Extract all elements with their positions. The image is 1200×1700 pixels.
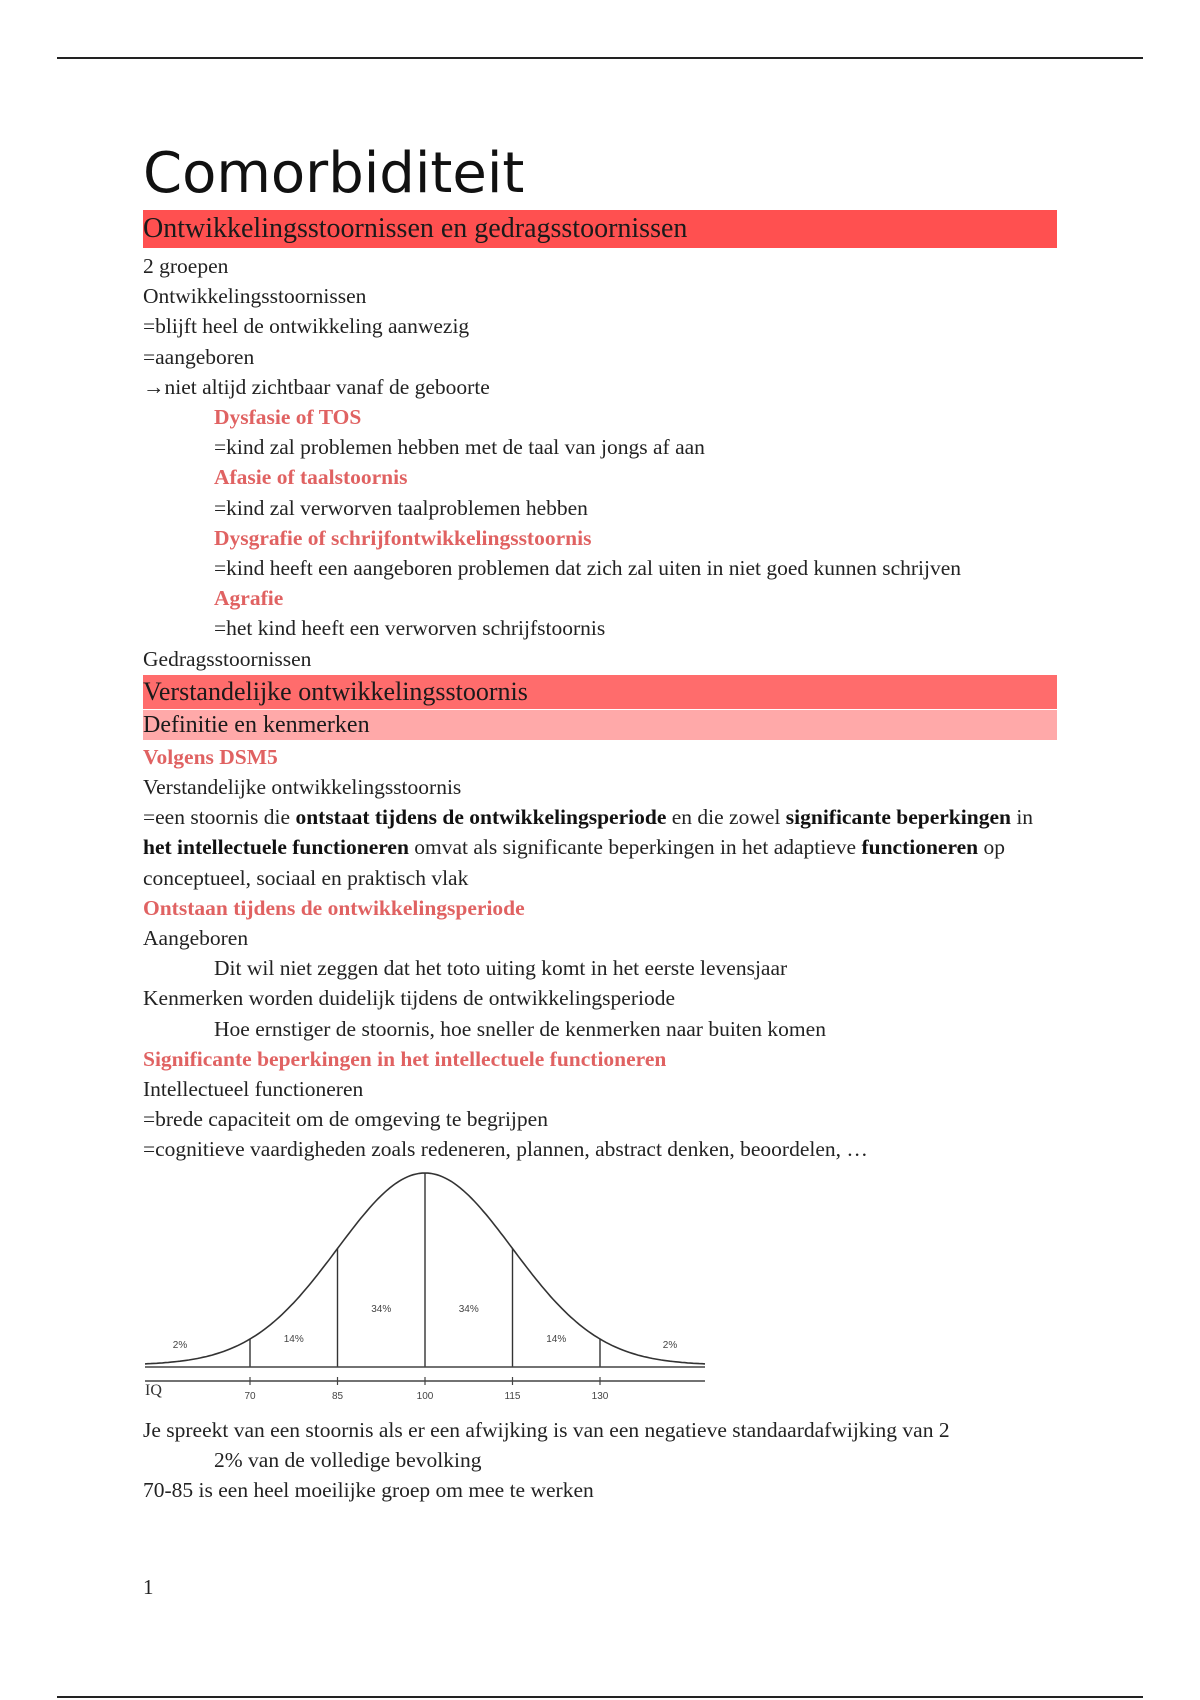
x-tick-label-100: 100	[416, 1390, 434, 1402]
section-heading-verstandelijke: Verstandelijke ontwikkelingsstoornis	[143, 675, 1057, 709]
def-bold-3: het intellectuele functioneren	[143, 835, 409, 860]
def-text-1: =een stoornis die	[143, 805, 296, 830]
def-text-2: en die zowel	[666, 805, 786, 830]
line-niet-altijd: →niet altijd zichtbaar vanaf de geboorte	[143, 374, 490, 399]
x-tick-label-130: 130	[591, 1390, 609, 1402]
iq-chart-svg	[143, 1165, 713, 1415]
subheading-agrafie: Agrafie	[214, 586, 284, 611]
def-text-4: omvat als significante beperkingen in het adaptieve	[408, 835, 862, 860]
def-bold-1: ontstaat tijdens de ontwikkelingsperiode	[295, 805, 667, 830]
page-title: Comorbiditeit	[143, 141, 525, 206]
subheading-significante: Significante beperkingen in het intellectuele functioneren	[143, 1046, 667, 1071]
line-gedragsstoornissen: Gedragsstoornissen	[143, 646, 312, 671]
line-brede-capaciteit: =brede capaciteit om de omgeving te begrijpen	[143, 1107, 548, 1132]
line-ontwikkelingsstoornissen: Ontwikkelingsstoornissen	[143, 284, 367, 309]
line-kenmerken: Kenmerken worden duidelijk tijdens de ontwikkelingsperiode	[143, 986, 675, 1011]
def-text-3: in	[1010, 805, 1034, 830]
region-label-1: 14%	[283, 1333, 304, 1345]
section-heading-definitie: Definitie en kenmerken	[143, 710, 1057, 740]
x-tick-label-70: 70	[244, 1390, 256, 1402]
line-dsm-term: Verstandelijke ontwikkelingsstoornis	[143, 775, 462, 800]
x-tick-label-115: 115	[504, 1390, 521, 1402]
line-groepen: 2 groepen	[143, 254, 229, 278]
region-label-4: 14%	[546, 1333, 567, 1345]
region-label-2: 34%	[371, 1303, 392, 1315]
def-bold-4: functioneren	[861, 835, 979, 860]
line-70-85: 70-85 is een heel moeilijke groep om mee te werken	[143, 1478, 594, 1503]
text-afasie: =kind zal verworven taalproblemen hebben	[214, 495, 588, 520]
subheading-ontstaan: Ontstaan tijdens de ontwikkelingsperiode	[143, 895, 525, 920]
region-label-0: 2%	[172, 1339, 188, 1351]
x-axis-label: IQ	[145, 1381, 162, 1399]
subheading-afasie: Afasie of taalstoornis	[214, 465, 408, 490]
line-kenmerken-sub: Hoe ernstiger de stoornis, hoe sneller de kenmerken naar buiten komen	[214, 1016, 826, 1041]
line-aangeboren-2: Aangeboren	[143, 926, 249, 951]
subheading-dysgrafie: Dysgrafie of schrijfontwikkelingsstoornis	[214, 525, 592, 550]
subheading-dsm5: Volgens DSM5	[143, 744, 278, 769]
document-body	[143, 140, 1057, 1505]
subheading-dysfasie: Dysfasie of TOS	[214, 405, 362, 430]
def-bold-2: significante beperkingen	[785, 805, 1011, 830]
line-cognitieve: =cognitieve vaardigheden zoals redeneren, plannen, abstract denken, beoordelen, …	[143, 1137, 868, 1162]
line-aangeboren-sub: Dit wil niet zeggen dat het toto uiting komt in het eerste levensjaar	[214, 956, 788, 981]
top-rule	[57, 57, 1143, 59]
line-bevolking: 2% van de volledige bevolking	[214, 1447, 482, 1472]
section-heading-ontwikkeling: Ontwikkelingsstoornissen en gedragsstoornissen	[143, 210, 1057, 248]
region-label-5: 2%	[662, 1339, 678, 1351]
def-text-5: op conceptueel, sociaal en praktisch vlak	[143, 835, 1005, 890]
text-dysgrafie: =kind heeft een aangeboren problemen dat zich zal uiten in niet goed kunnen schrijven	[214, 556, 962, 581]
bottom-rule	[57, 1696, 1143, 1698]
x-tick-label-85: 85	[331, 1390, 344, 1402]
definition-paragraph	[143, 802, 1057, 893]
line-intellectueel: Intellectueel functioneren	[143, 1077, 364, 1102]
region-label-3: 34%	[458, 1303, 479, 1315]
line-blijft: =blijft heel de ontwikkeling aanwezig	[143, 314, 470, 339]
iq-distribution-chart	[143, 1165, 713, 1415]
page-number: 1	[143, 1575, 154, 1599]
text-agrafie: =het kind heeft een verworven schrijfstoornis	[214, 616, 606, 641]
text-dysfasie: =kind zal problemen hebben met de taal van jongs af aan	[214, 435, 705, 460]
line-stoornis-afwijking: Je spreekt van een stoornis als er een afwijking is van een negatieve standaardafwijking van 2	[143, 1417, 950, 1442]
line-aangeboren: =aangeboren	[143, 344, 255, 369]
